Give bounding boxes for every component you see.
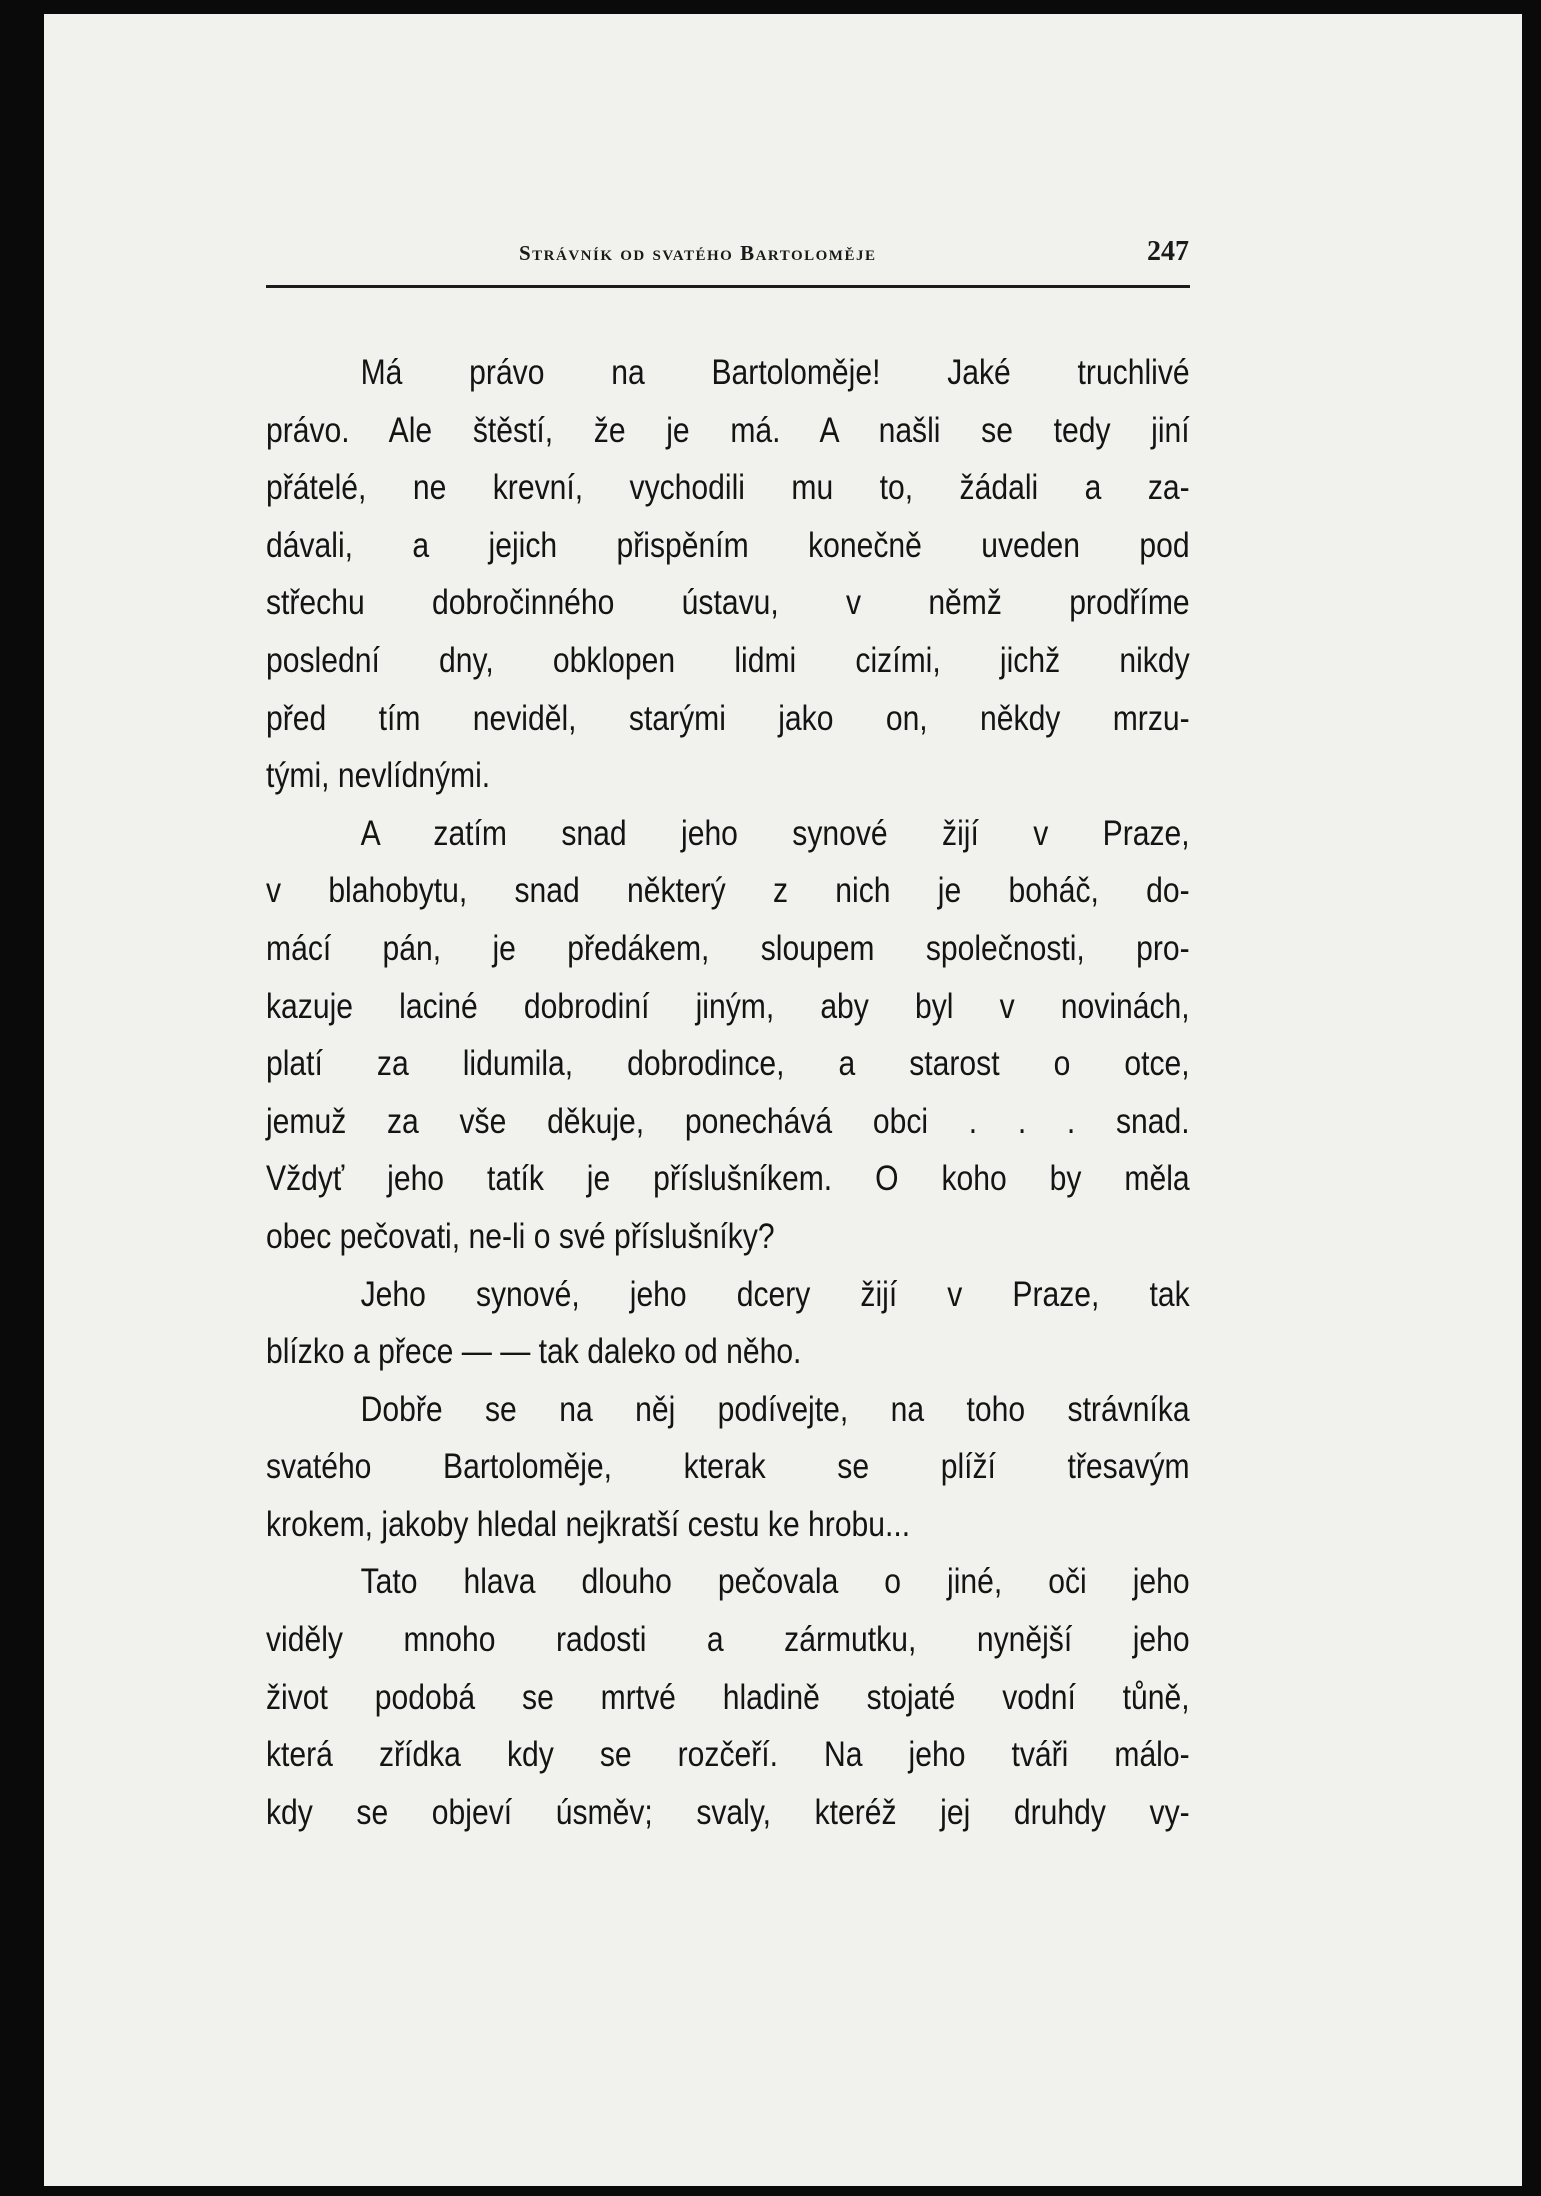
page-number: 247 xyxy=(1147,236,1189,267)
text-line: střechu dobročinného ústavu, v němž prodříme xyxy=(266,583,1190,623)
text-line: poslední dny, obklopen lidmi cizími, jichž nikdy xyxy=(266,640,1190,680)
text-line: Vždyť jeho tatík je příslušníkem. O koho by měla xyxy=(266,1159,1190,1199)
text-line: před tím neviděl, starými jako on, někdy mrzu- xyxy=(266,698,1190,738)
text-line: mácí pán, je předákem, sloupem společnosti, pro- xyxy=(266,928,1190,968)
text-line: svatého Bartoloměje, kterak se plíží třesavým xyxy=(266,1447,1190,1487)
text-line: dávali, a jejich přispěním konečně uveden pod xyxy=(266,525,1190,565)
page-header xyxy=(269,236,1189,276)
body-text xyxy=(266,344,1190,1841)
text-line: právo. Ale štěstí, že je má. A našli se tedy jiní xyxy=(266,410,1190,450)
text-line: platí za lidumila, dobrodince, a starost o otce, xyxy=(266,1044,1190,1084)
text-line: v blahobytu, snad některý z nich je boháč, do- xyxy=(266,871,1190,911)
text-line: Dobře se na něj podívejte, na toho strávníka xyxy=(360,1389,1190,1429)
text-line: obec pečovati, ne-li o své příslušníky? xyxy=(266,1216,775,1256)
text-line: krokem, jakoby hledal nejkratší cestu ke hrobu... xyxy=(266,1504,911,1544)
text-line: jemuž za vše děkuje, ponechává obci . . . snad. xyxy=(266,1101,1190,1141)
text-line: A zatím snad jeho synové žijí v Praze, xyxy=(360,813,1190,853)
text-line: přátelé, ne krevní, vychodili mu to, žádali a za- xyxy=(266,468,1190,508)
text-line: viděly mnoho radosti a zármutku, nynější jeho xyxy=(266,1620,1190,1660)
text-line: která zřídka kdy se rozčeří. Na jeho tváři málo- xyxy=(266,1735,1190,1775)
text-line: život podobá se mrtvé hladině stojaté vodní tůně, xyxy=(266,1677,1190,1717)
header-rule xyxy=(266,285,1190,288)
text-line: Jeho synové, jeho dcery žijí v Praze, tak xyxy=(360,1274,1190,1314)
text-line: blízko a přece — — tak daleko od něho. xyxy=(266,1332,802,1372)
text-line: kdy se objeví úsměv; svaly, kteréž jej druhdy vy- xyxy=(266,1792,1190,1832)
text-line: Má právo na Bartoloměje! Jaké truchlivé xyxy=(360,353,1190,392)
text-line: tými, nevlídnými. xyxy=(266,756,491,796)
text-line: kazuje laciné dobrodiní jiným, aby byl v novinách, xyxy=(266,986,1190,1026)
book-page xyxy=(44,14,1522,2186)
text-line: Tato hlava dlouho pečovala o jiné, oči jeho xyxy=(360,1562,1190,1602)
running-head: Strávník od svatého Bartoloměje xyxy=(519,241,877,265)
